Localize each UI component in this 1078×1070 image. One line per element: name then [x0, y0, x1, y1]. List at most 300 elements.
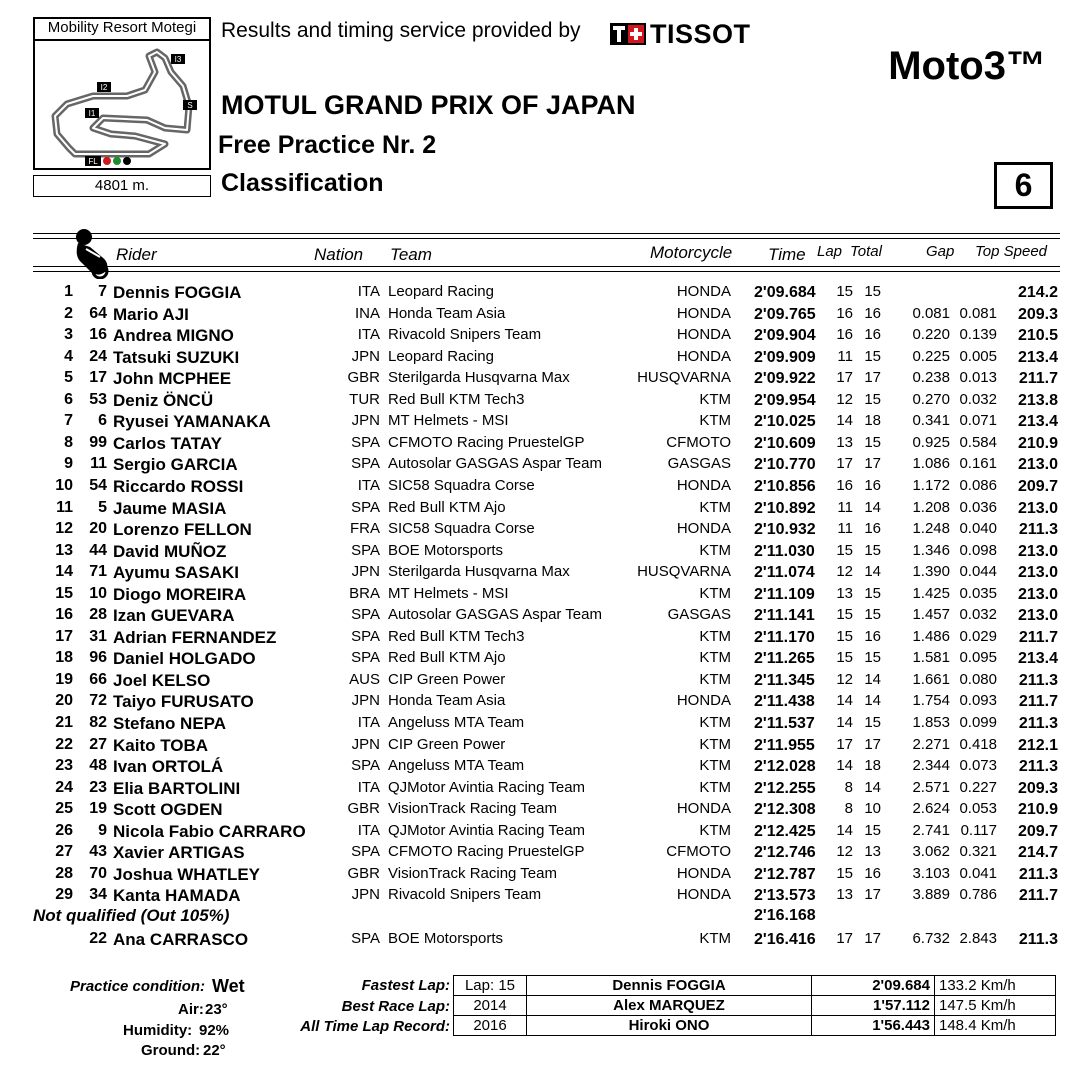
- table-row: [0, 822, 1078, 844]
- row-position: 28: [55, 865, 73, 882]
- row-gap-previous: 0.081: [959, 305, 997, 322]
- row-best-lap: 15: [836, 865, 853, 882]
- row-nation: SPA: [351, 434, 380, 451]
- table-row: [0, 886, 1078, 908]
- record-row: [454, 976, 1056, 996]
- row-rider-name: Lorenzo FELLON: [113, 520, 252, 539]
- row-nation: JPN: [351, 563, 380, 580]
- green-light-icon: [113, 157, 121, 165]
- row-best-lap: 12: [836, 671, 853, 688]
- row-gap-first: 1.425: [912, 585, 950, 602]
- row-best-lap: 14: [836, 757, 853, 774]
- row-top-speed: 211.7: [1018, 629, 1058, 646]
- row-motorcycle: KTM: [699, 779, 731, 796]
- row-motorcycle: HONDA: [676, 800, 731, 817]
- row-rider-number: 31: [89, 628, 107, 645]
- row-team: SIC58 Squadra Corse: [388, 520, 535, 537]
- row-gap-first: 1.486: [912, 628, 950, 645]
- row-best-lap: 13: [836, 886, 853, 903]
- row-top-speed: 209.7: [1017, 478, 1058, 495]
- row-top-speed: 214.2: [1017, 284, 1058, 301]
- row-position: 5: [64, 369, 73, 386]
- row-rider-name: Scott OGDEN: [113, 800, 223, 819]
- row-team: QJMotor Avintia Racing Team: [388, 779, 586, 796]
- row-top-speed: 211.3: [1018, 521, 1058, 538]
- row-top-speed: 213.0: [1017, 456, 1058, 473]
- row-nation: SPA: [351, 649, 380, 666]
- row-time: 2'10.932: [754, 521, 816, 538]
- row-rider-number: 6: [98, 412, 107, 429]
- row-gap-previous: 0.227: [959, 779, 997, 796]
- row-gap-first: 3.103: [912, 865, 950, 882]
- row-position: 27: [55, 843, 73, 860]
- row-time: 2'09.954: [754, 392, 816, 409]
- not-qualified-label: Not qualified (Out 105%): [33, 906, 230, 925]
- row-rider-name: Ana CARRASCO: [113, 930, 249, 949]
- row-rider-name: David MUÑOZ: [113, 542, 227, 561]
- row-gap-first: 2.624: [912, 800, 950, 817]
- row-gap-previous: 0.584: [959, 434, 997, 451]
- col-lap: Lap: [817, 243, 843, 260]
- row-gap-first: 1.754: [912, 692, 950, 709]
- table-row: [0, 930, 1078, 952]
- map-label-i2: I2: [100, 83, 108, 92]
- header-rule: [33, 233, 1060, 234]
- table-row: [0, 348, 1078, 370]
- row-rider-number: 71: [89, 563, 107, 580]
- row-time: 2'09.684: [754, 284, 816, 301]
- row-best-lap: 17: [836, 930, 853, 947]
- row-gap-first: 1.853: [912, 714, 950, 731]
- row-gap-previous: 0.041: [959, 865, 997, 882]
- table-row: [0, 736, 1078, 758]
- record-time: 2'09.684: [812, 976, 935, 996]
- row-time: 2'11.109: [754, 586, 815, 603]
- row-rider-number: 99: [89, 434, 107, 451]
- row-gap-first: 0.081: [912, 305, 950, 322]
- row-rider-number: 9: [98, 822, 107, 839]
- row-top-speed: 211.3: [1018, 715, 1058, 732]
- row-nation: SPA: [351, 930, 380, 947]
- row-best-lap: 13: [836, 585, 853, 602]
- row-rider-name: Izan GUEVARA: [113, 606, 235, 625]
- row-total-laps: 15: [864, 283, 881, 300]
- row-rider-name: Sergio GARCIA: [113, 455, 238, 474]
- row-time: 2'12.787: [754, 866, 816, 883]
- red-light-icon: [103, 157, 111, 165]
- row-rider-name: Taiyo FURUSATO: [113, 692, 254, 711]
- row-nation: ITA: [357, 283, 380, 300]
- row-time: 2'13.573: [754, 887, 816, 904]
- row-rider-name: Mario AJI: [113, 305, 189, 324]
- row-rider-number: 22: [89, 930, 107, 947]
- row-top-speed: 213.0: [1017, 607, 1058, 624]
- row-nation: ITA: [357, 477, 380, 494]
- row-team: CIP Green Power: [388, 671, 506, 688]
- row-position: 11: [56, 499, 73, 516]
- row-top-speed: 211.7: [1018, 370, 1058, 387]
- row-nation: JPN: [351, 736, 380, 753]
- record-row: [454, 1016, 1056, 1036]
- row-position: 20: [55, 692, 73, 709]
- row-time: 2'12.255: [754, 780, 816, 797]
- row-team: Leopard Racing: [388, 348, 494, 365]
- row-rider-name: Joel KELSO: [113, 671, 211, 690]
- record-time: 1'57.112: [812, 996, 935, 1016]
- sponsor-name: TISSOT: [650, 19, 751, 49]
- table-row: [0, 326, 1078, 348]
- row-total-laps: 16: [864, 520, 881, 537]
- row-rider-number: 5: [98, 499, 107, 516]
- header-rule: [33, 271, 1060, 272]
- table-row: [0, 542, 1078, 564]
- row-total-laps: 15: [864, 714, 881, 731]
- row-total-laps: 16: [864, 865, 881, 882]
- row-gap-previous: 0.071: [959, 412, 997, 429]
- row-rider-number: 72: [89, 692, 107, 709]
- row-position: 26: [55, 822, 73, 839]
- row-total-laps: 15: [864, 391, 881, 408]
- row-rider-name: Kaito TOBA: [113, 736, 209, 755]
- record-lap: Lap: 15: [454, 976, 527, 996]
- row-rider-number: 64: [89, 305, 107, 322]
- row-time: 2'11.345: [754, 672, 815, 689]
- row-gap-previous: 0.073: [959, 757, 997, 774]
- row-time: 2'09.909: [754, 349, 816, 366]
- row-motorcycle: KTM: [699, 542, 731, 559]
- row-team: SIC58 Squadra Corse: [388, 477, 535, 494]
- records-table: [453, 975, 1056, 1036]
- row-rider-number: 11: [90, 455, 107, 472]
- row-top-speed: 211.3: [1018, 931, 1058, 948]
- table-row: [0, 369, 1078, 391]
- row-nation: ITA: [357, 326, 380, 343]
- header-rule: [33, 266, 1060, 267]
- row-best-lap: 17: [836, 455, 853, 472]
- row-gap-previous: 0.786: [959, 886, 997, 903]
- row-gap-previous: 0.029: [959, 628, 997, 645]
- row-nation: SPA: [351, 499, 380, 516]
- finish-light-icon: [123, 157, 131, 165]
- table-row: [0, 520, 1078, 542]
- row-rider-name: Xavier ARTIGAS: [113, 843, 245, 862]
- row-total-laps: 15: [864, 542, 881, 559]
- row-rider-name: Tatsuki SUZUKI: [113, 348, 240, 367]
- row-team: MT Helmets - MSI: [388, 585, 509, 602]
- row-rider-name: Riccardo ROSSI: [113, 477, 244, 496]
- row-rider-name: Elia BARTOLINI: [113, 779, 241, 798]
- row-best-lap: 8: [844, 779, 853, 796]
- row-rider-name: Diogo MOREIRA: [113, 585, 247, 604]
- row-gap-previous: 0.005: [959, 348, 997, 365]
- col-motorcycle: Motorcycle: [650, 243, 733, 262]
- row-rider-number: 48: [89, 757, 107, 774]
- table-row: [0, 434, 1078, 456]
- row-rider-name: Ryusei YAMANAKA: [113, 412, 271, 431]
- row-total-laps: 15: [864, 585, 881, 602]
- row-gap-previous: 0.161: [959, 455, 997, 472]
- row-nation: ITA: [357, 822, 380, 839]
- row-time: 2'09.904: [754, 327, 816, 344]
- row-position: 23: [55, 757, 73, 774]
- table-row: [0, 843, 1078, 865]
- row-motorcycle: KTM: [699, 822, 731, 839]
- row-time: 2'10.609: [754, 435, 816, 452]
- row-team: Honda Team Asia: [388, 305, 506, 322]
- col-team: Team: [390, 245, 432, 264]
- row-nation: ITA: [357, 714, 380, 731]
- humidity-label: Humidity:: [123, 1022, 193, 1039]
- row-top-speed: 213.4: [1017, 349, 1058, 366]
- row-motorcycle: HONDA: [676, 520, 731, 537]
- row-best-lap: 16: [836, 326, 853, 343]
- row-total-laps: 16: [864, 326, 881, 343]
- row-motorcycle: KTM: [699, 585, 731, 602]
- row-team: Autosolar GASGAS Aspar Team: [388, 455, 602, 472]
- row-nation: AUS: [349, 671, 380, 688]
- row-gap-previous: 0.093: [959, 692, 997, 709]
- record-rider: Hiroki ONO: [527, 1016, 812, 1036]
- row-time: 2'09.922: [754, 370, 816, 387]
- row-position: 17: [55, 628, 73, 645]
- row-rider-number: 70: [89, 865, 107, 882]
- row-motorcycle: KTM: [699, 391, 731, 408]
- row-best-lap: 13: [836, 434, 853, 451]
- row-total-laps: 16: [864, 477, 881, 494]
- row-nation: INA: [354, 305, 380, 322]
- map-label-i3: I3: [174, 55, 182, 64]
- row-position: 12: [55, 520, 73, 537]
- row-motorcycle: HONDA: [676, 886, 731, 903]
- tissot-cross-icon: [610, 23, 646, 45]
- row-total-laps: 17: [864, 455, 881, 472]
- row-nation: SPA: [351, 606, 380, 623]
- row-total-laps: 14: [864, 671, 881, 688]
- row-total-laps: 14: [864, 692, 881, 709]
- row-gap-previous: 0.095: [959, 649, 997, 666]
- row-top-speed: 209.3: [1017, 780, 1058, 797]
- row-nation: ITA: [357, 779, 380, 796]
- row-team: Sterilgarda Husqvarna Max: [388, 369, 570, 386]
- record-row: [454, 996, 1056, 1016]
- map-label-s: S: [187, 101, 193, 110]
- row-motorcycle: HONDA: [676, 692, 731, 709]
- row-motorcycle: KTM: [699, 736, 731, 753]
- row-top-speed: 210.5: [1017, 327, 1058, 344]
- row-time: 2'11.265: [754, 650, 815, 667]
- row-time: 2'11.170: [754, 629, 815, 646]
- row-rider-number: 28: [89, 606, 107, 623]
- row-position: 2: [64, 305, 73, 322]
- table-row: [0, 391, 1078, 413]
- row-top-speed: 213.0: [1017, 543, 1058, 560]
- row-best-lap: 14: [836, 714, 853, 731]
- row-position: 22: [55, 736, 73, 753]
- row-team: Rivacold Snipers Team: [388, 886, 542, 903]
- row-gap-first: 1.248: [912, 520, 950, 537]
- track-map-icon: [37, 44, 207, 168]
- row-rider-number: 54: [89, 477, 107, 494]
- all-time-lap-record-label: All Time Lap Record:: [300, 1018, 450, 1035]
- row-gap-previous: 0.013: [959, 369, 997, 386]
- row-top-speed: 209.3: [1017, 306, 1058, 323]
- row-team: QJMotor Avintia Racing Team: [388, 822, 586, 839]
- row-total-laps: 15: [864, 348, 881, 365]
- row-top-speed: 210.9: [1017, 435, 1058, 452]
- row-time: 2'10.856: [754, 478, 816, 495]
- row-total-laps: 18: [864, 757, 881, 774]
- row-gap-first: 0.238: [912, 369, 950, 386]
- ground-value: 22°: [203, 1042, 226, 1059]
- col-top-speed: Top Speed: [975, 243, 1048, 260]
- row-motorcycle: HUSQVARNA: [637, 369, 731, 386]
- row-best-lap: 17: [836, 369, 853, 386]
- row-time: 2'12.308: [754, 801, 816, 818]
- table-row: [0, 714, 1078, 736]
- row-nation: GBR: [347, 800, 380, 817]
- row-top-speed: 211.7: [1018, 693, 1058, 710]
- row-gap-previous: 0.086: [959, 477, 997, 494]
- row-team: Rivacold Snipers Team: [388, 326, 542, 343]
- row-gap-previous: 0.099: [959, 714, 997, 731]
- col-nation: Nation: [314, 245, 364, 264]
- row-rider-name: Jaume MASIA: [113, 499, 227, 518]
- row-team: Honda Team Asia: [388, 692, 506, 709]
- record-rider: Alex MARQUEZ: [527, 996, 812, 1016]
- fastest-lap-label: Fastest Lap:: [361, 977, 450, 994]
- header-rule: [33, 238, 1060, 239]
- table-row: [0, 649, 1078, 671]
- row-rider-number: 53: [89, 391, 107, 408]
- row-top-speed: 213.0: [1017, 586, 1058, 603]
- row-motorcycle: HONDA: [676, 865, 731, 882]
- row-total-laps: 14: [864, 499, 881, 516]
- track-length: 4801 m.: [33, 175, 211, 197]
- row-position: 8: [64, 434, 73, 451]
- row-gap-first: 2.271: [912, 736, 950, 753]
- row-best-lap: 12: [836, 563, 853, 580]
- row-team: Leopard Racing: [388, 283, 494, 300]
- row-team: Red Bull KTM Tech3: [388, 628, 525, 645]
- row-team: MT Helmets - MSI: [388, 412, 509, 429]
- row-best-lap: 14: [836, 822, 853, 839]
- row-rider-number: 19: [89, 800, 107, 817]
- record-time: 1'56.443: [812, 1016, 935, 1036]
- row-position: 10: [55, 477, 73, 494]
- row-rider-name: Dennis FOGGIA: [113, 283, 242, 302]
- row-top-speed: 213.0: [1017, 500, 1058, 517]
- table-row: [0, 455, 1078, 477]
- row-time: 2'11.955: [754, 737, 815, 754]
- record-speed: 133.2 Km/h: [935, 976, 1056, 996]
- row-time: 2'10.025: [754, 413, 816, 430]
- row-team: Autosolar GASGAS Aspar Team: [388, 606, 602, 623]
- row-best-lap: 14: [836, 692, 853, 709]
- row-team: Red Bull KTM Ajo: [388, 649, 506, 666]
- row-rider-name: Carlos TATAY: [113, 434, 222, 453]
- air-label: Air:: [178, 1001, 204, 1018]
- humidity-value: 92%: [199, 1022, 230, 1039]
- row-position: 6: [64, 391, 73, 408]
- row-rider-name: Deniz ÖNCÜ: [113, 391, 214, 410]
- row-gap-first: 0.925: [912, 434, 950, 451]
- row-rider-number: 23: [89, 779, 107, 796]
- row-top-speed: 213.4: [1017, 650, 1058, 667]
- row-nation: SPA: [351, 843, 380, 860]
- timing-provider-text: Results and timing service provided by: [221, 19, 581, 42]
- row-motorcycle: HONDA: [676, 283, 731, 300]
- row-best-lap: 15: [836, 649, 853, 666]
- row-nation: JPN: [351, 886, 380, 903]
- table-row: [0, 563, 1078, 585]
- row-motorcycle: KTM: [699, 671, 731, 688]
- row-total-laps: 15: [864, 606, 881, 623]
- table-row: [0, 283, 1078, 305]
- row-nation: SPA: [351, 757, 380, 774]
- row-time: 2'12.425: [754, 823, 816, 840]
- row-gap-first: 1.661: [912, 671, 950, 688]
- row-position: 7: [64, 412, 73, 429]
- col-rider: Rider: [116, 245, 157, 264]
- row-rider-number: 27: [89, 736, 107, 753]
- table-row: [0, 305, 1078, 327]
- table-row: [0, 671, 1078, 693]
- row-motorcycle: KTM: [699, 628, 731, 645]
- map-label-i1: I1: [88, 109, 96, 118]
- row-motorcycle: HUSQVARNA: [637, 563, 731, 580]
- row-gap-first: 3.889: [912, 886, 950, 903]
- row-total-laps: 16: [864, 628, 881, 645]
- row-gap-previous: 0.036: [959, 499, 997, 516]
- row-nation: FRA: [350, 520, 380, 537]
- row-motorcycle: KTM: [699, 714, 731, 731]
- row-time: 2'16.416: [754, 931, 816, 948]
- record-year: 2014: [454, 996, 527, 1016]
- row-time: 2'09.765: [754, 306, 816, 323]
- event-title: MOTUL GRAND PRIX OF JAPAN: [221, 90, 636, 120]
- row-gap-first: 6.732: [912, 930, 950, 947]
- row-position: 18: [55, 649, 73, 666]
- table-row: [0, 779, 1078, 801]
- row-team: Angeluss MTA Team: [388, 714, 525, 731]
- qualifying-cutoff-time: 2'16.168: [754, 907, 816, 924]
- row-rider-number: 20: [89, 520, 107, 537]
- row-nation: JPN: [351, 348, 380, 365]
- row-rider-number: 34: [89, 886, 107, 903]
- table-row: [0, 585, 1078, 607]
- row-motorcycle: KTM: [699, 649, 731, 666]
- row-time: 2'11.438: [754, 693, 815, 710]
- row-rider-number: 10: [89, 585, 107, 602]
- row-top-speed: 213.0: [1017, 564, 1058, 581]
- row-rider-number: 43: [89, 843, 107, 860]
- row-best-lap: 15: [836, 283, 853, 300]
- row-gap-first: 3.062: [912, 843, 950, 860]
- table-row: [0, 692, 1078, 714]
- row-total-laps: 15: [864, 822, 881, 839]
- row-team: CIP Green Power: [388, 736, 506, 753]
- record-rider: Dennis FOGGIA: [527, 976, 812, 996]
- row-top-speed: 211.3: [1018, 672, 1058, 689]
- row-nation: BRA: [349, 585, 380, 602]
- ground-label: Ground:: [141, 1042, 201, 1059]
- row-gap-previous: 2.843: [959, 930, 997, 947]
- row-position: 4: [64, 348, 73, 365]
- practice-condition-value: Wet: [212, 976, 245, 996]
- row-gap-first: 2.571: [912, 779, 950, 796]
- row-position: 25: [55, 800, 73, 817]
- row-gap-first: 1.172: [912, 477, 950, 494]
